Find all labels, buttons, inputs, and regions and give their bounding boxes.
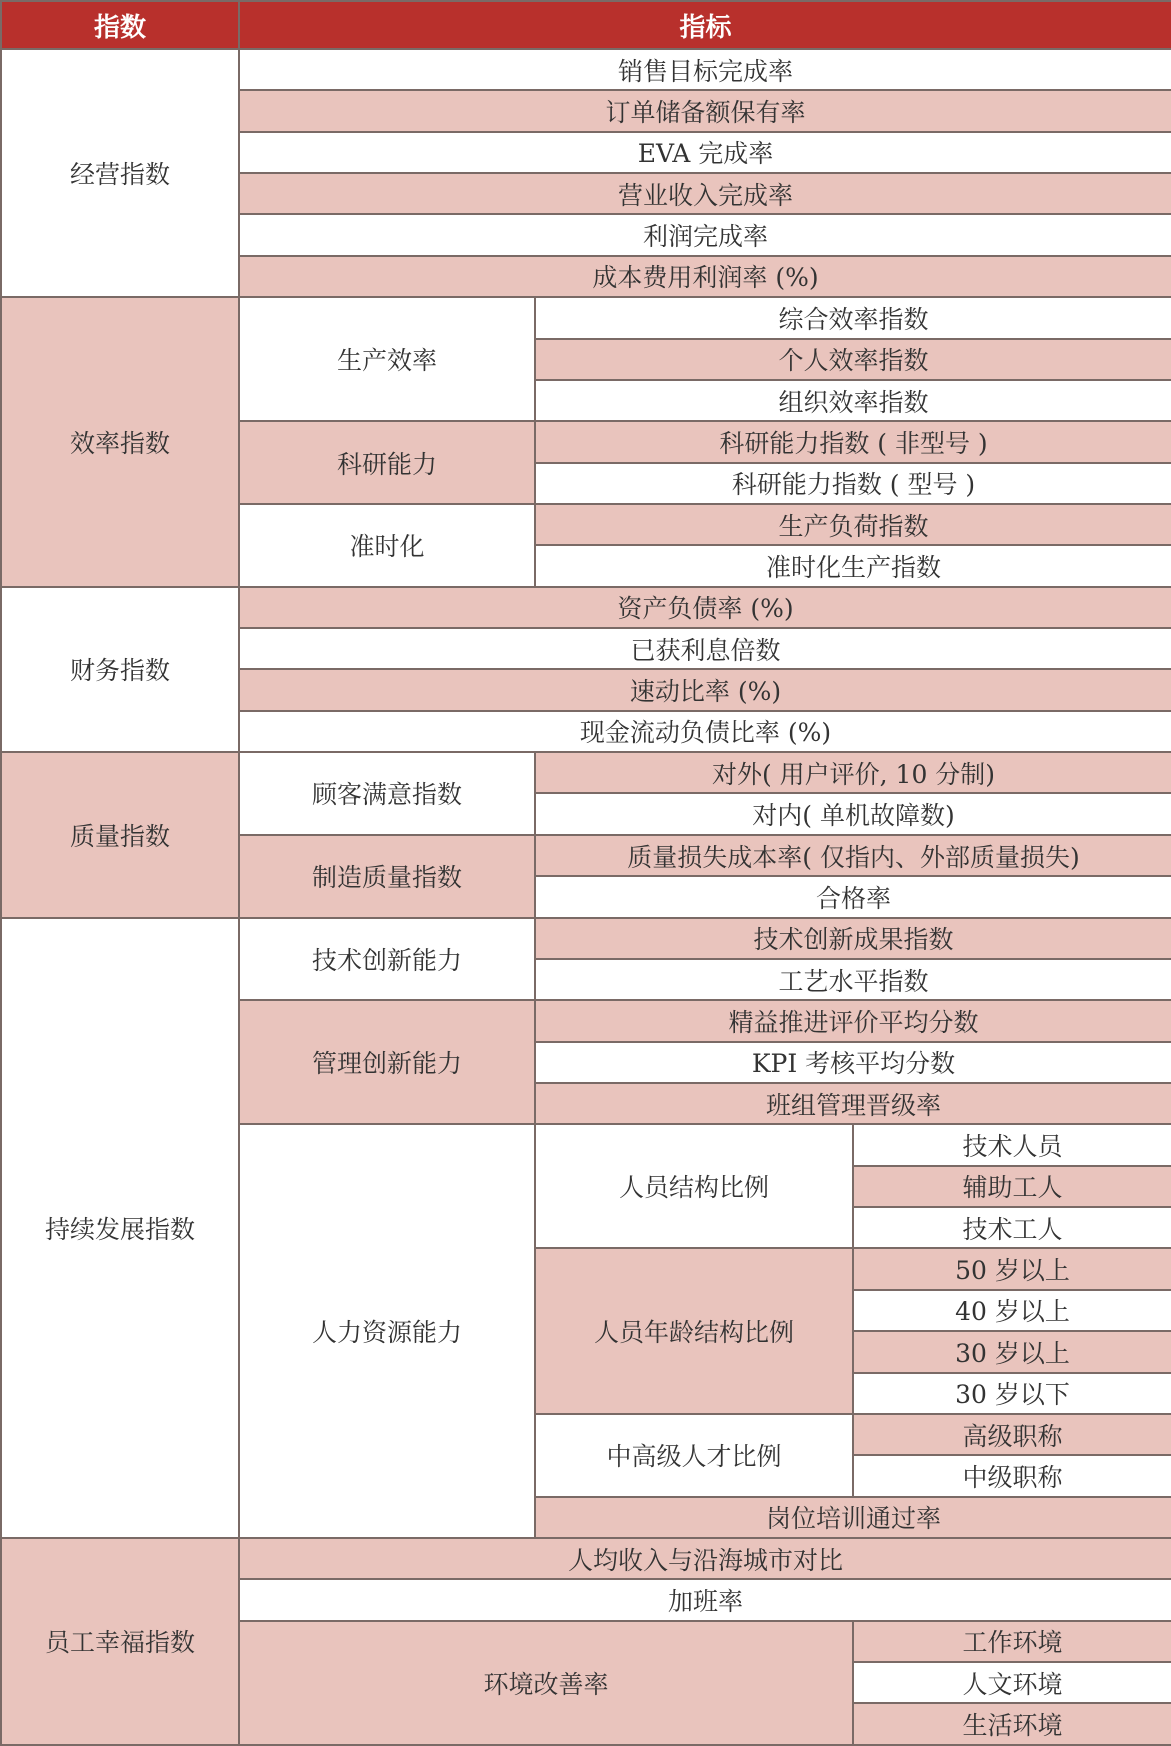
quality-item: 对外( 用户评价, 10 分制) xyxy=(535,752,1171,793)
customer-satisfaction-label: 顾客满意指数 xyxy=(239,752,535,835)
hr-capability-label: 人力资源能力 xyxy=(239,1124,535,1538)
hr-training-item: 岗位培训通过率 xyxy=(535,1497,1171,1538)
efficiency-item: 生产负荷指数 xyxy=(535,504,1171,545)
header-index: 指数 xyxy=(1,1,239,49)
efficiency-index-label: 效率指数 xyxy=(1,297,239,587)
sustain-item: 技术创新成果指数 xyxy=(535,918,1171,959)
operation-index-label: 经营指数 xyxy=(1,49,239,297)
efficiency-item: 组织效率指数 xyxy=(535,380,1171,421)
senior-talent-label: 中高级人才比例 xyxy=(535,1414,853,1497)
hr-item: 30 岁以上 xyxy=(853,1331,1171,1372)
efficiency-item: 准时化生产指数 xyxy=(535,545,1171,586)
operation-item: 利润完成率 xyxy=(239,214,1171,255)
quality-item: 质量损失成本率( 仅指内、外部质量损失) xyxy=(535,835,1171,876)
happiness-item: 人文环境 xyxy=(853,1662,1171,1703)
happiness-item: 生活环境 xyxy=(853,1703,1171,1745)
operation-item: 销售目标完成率 xyxy=(239,49,1171,90)
employee-happiness-label: 员工幸福指数 xyxy=(1,1538,239,1745)
operation-item: EVA 完成率 xyxy=(239,132,1171,173)
hr-item: 50 岁以上 xyxy=(853,1248,1171,1289)
sustain-item: 工艺水平指数 xyxy=(535,959,1171,1000)
operation-item: 营业收入完成率 xyxy=(239,173,1171,214)
hr-item: 高级职称 xyxy=(853,1414,1171,1455)
hr-item: 技术工人 xyxy=(853,1207,1171,1248)
operation-item: 订单储备额保有率 xyxy=(239,90,1171,131)
header-indicator: 指标 xyxy=(239,1,1171,49)
efficiency-item: 科研能力指数 ( 型号 ) xyxy=(535,463,1171,504)
efficiency-item: 个人效率指数 xyxy=(535,339,1171,380)
efficiency-item: 科研能力指数 ( 非型号 ) xyxy=(535,421,1171,462)
efficiency-item: 综合效率指数 xyxy=(535,297,1171,338)
hr-item: 技术人员 xyxy=(853,1124,1171,1165)
hr-item: 中级职称 xyxy=(853,1455,1171,1496)
sustain-item: 班组管理晋级率 xyxy=(535,1083,1171,1124)
finance-item: 现金流动负债比率 (%) xyxy=(239,711,1171,752)
finance-item: 资产负债率 (%) xyxy=(239,587,1171,628)
manufacturing-quality-label: 制造质量指数 xyxy=(239,835,535,918)
happiness-item: 加班率 xyxy=(239,1579,1171,1620)
sustain-item: 精益推进评价平均分数 xyxy=(535,1000,1171,1041)
quality-item: 对内( 单机故障数) xyxy=(535,793,1171,834)
staff-structure-label: 人员结构比例 xyxy=(535,1124,853,1248)
production-efficiency-label: 生产效率 xyxy=(239,297,535,421)
finance-item: 已获利息倍数 xyxy=(239,628,1171,669)
hr-item: 辅助工人 xyxy=(853,1166,1171,1207)
finance-index-label: 财务指数 xyxy=(1,587,239,752)
happiness-item: 工作环境 xyxy=(853,1621,1171,1662)
quality-index-label: 质量指数 xyxy=(1,752,239,917)
quality-item: 合格率 xyxy=(535,876,1171,917)
sustainable-development-label: 持续发展指数 xyxy=(1,918,239,1538)
hr-item: 30 岁以下 xyxy=(853,1373,1171,1414)
operation-item: 成本费用利润率 (%) xyxy=(239,256,1171,297)
tech-innovation-label: 技术创新能力 xyxy=(239,918,535,1001)
happiness-item: 人均收入与沿海城市对比 xyxy=(239,1538,1171,1579)
ontime-label: 准时化 xyxy=(239,504,535,587)
environment-improvement-label: 环境改善率 xyxy=(239,1621,853,1745)
sustain-item: KPI 考核平均分数 xyxy=(535,1042,1171,1083)
research-capability-label: 科研能力 xyxy=(239,421,535,504)
finance-item: 速动比率 (%) xyxy=(239,669,1171,710)
mgmt-innovation-label: 管理创新能力 xyxy=(239,1000,535,1124)
hr-item: 40 岁以上 xyxy=(853,1290,1171,1331)
age-structure-label: 人员年龄结构比例 xyxy=(535,1248,853,1413)
